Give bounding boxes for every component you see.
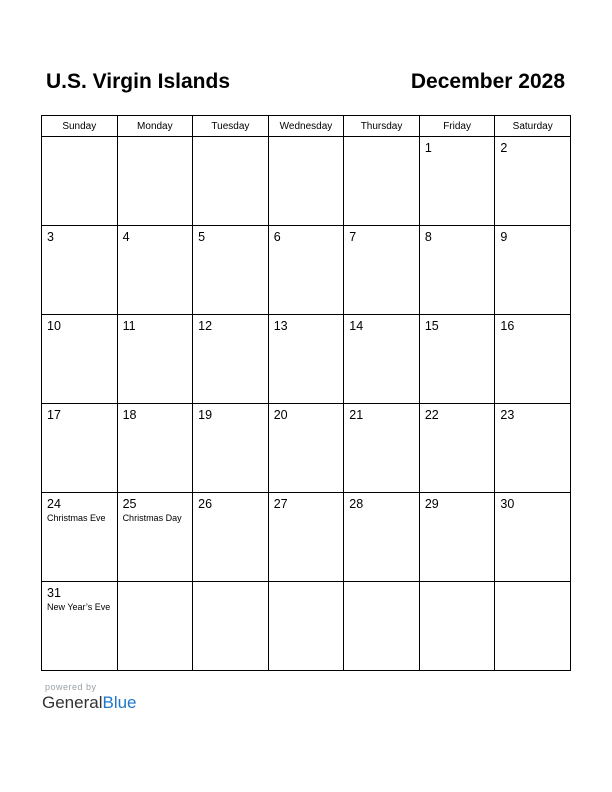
empty-day-cell bbox=[495, 582, 571, 671]
day-number: 4 bbox=[122, 230, 130, 244]
day-number: 8 bbox=[424, 230, 432, 244]
holiday-label: Christmas Eve bbox=[47, 513, 106, 523]
day-number: 12 bbox=[198, 319, 213, 333]
day-number: 7 bbox=[349, 230, 357, 244]
day-number: 28 bbox=[349, 497, 364, 511]
weekday-header-wednesday: Wednesday bbox=[268, 116, 344, 137]
empty-day-cell bbox=[344, 137, 420, 226]
empty-day-cell bbox=[117, 582, 193, 671]
day-cell bbox=[495, 315, 571, 404]
day-cell bbox=[495, 226, 571, 315]
day-cell bbox=[42, 493, 118, 582]
day-cell bbox=[495, 137, 571, 226]
day-cell bbox=[193, 493, 269, 582]
day-number: 22 bbox=[424, 408, 439, 422]
logo-blue-text: Blue bbox=[102, 693, 137, 712]
day-number: 5 bbox=[198, 230, 206, 244]
day-cell bbox=[344, 226, 420, 315]
weekday-header-tuesday: Tuesday bbox=[193, 116, 269, 137]
day-number: 10 bbox=[47, 319, 61, 333]
empty-day-cell bbox=[268, 137, 344, 226]
day-cell bbox=[268, 493, 344, 582]
day-cell bbox=[268, 226, 344, 315]
day-cell bbox=[193, 315, 269, 404]
calendar-week-row bbox=[42, 582, 571, 671]
holiday-label: New Year’s Eve bbox=[47, 602, 111, 612]
day-number: 2 bbox=[500, 141, 508, 155]
empty-day-cell bbox=[268, 582, 344, 671]
day-number: 30 bbox=[500, 497, 515, 511]
day-number: 1 bbox=[424, 141, 432, 155]
day-cell bbox=[344, 315, 420, 404]
day-number: 31 bbox=[47, 586, 61, 600]
month-year-title: December 2028 bbox=[410, 70, 565, 93]
day-cell bbox=[419, 226, 495, 315]
day-cell bbox=[193, 226, 269, 315]
day-number: 29 bbox=[424, 497, 439, 511]
day-cell bbox=[419, 404, 495, 493]
day-number: 14 bbox=[349, 319, 364, 333]
day-cell bbox=[42, 582, 118, 671]
calendar-week-row bbox=[42, 226, 571, 315]
logo-general-text: General bbox=[42, 693, 103, 712]
day-number: 11 bbox=[122, 319, 136, 333]
day-number: 3 bbox=[47, 230, 54, 244]
weekday-header-thursday: Thursday bbox=[344, 116, 420, 137]
empty-day-cell bbox=[193, 137, 269, 226]
day-number: 19 bbox=[198, 408, 213, 422]
day-cell bbox=[117, 315, 193, 404]
calendar-week-row bbox=[42, 137, 571, 226]
day-number: 21 bbox=[349, 408, 364, 422]
day-cell bbox=[419, 137, 495, 226]
weekday-header-friday: Friday bbox=[419, 116, 495, 137]
calendar-week-row bbox=[42, 493, 571, 582]
day-number: 26 bbox=[198, 497, 213, 511]
day-cell bbox=[42, 226, 118, 315]
powered-by-text: powered by bbox=[45, 682, 97, 692]
day-cell bbox=[117, 493, 193, 582]
day-number: 15 bbox=[424, 319, 439, 333]
calendar-grid bbox=[41, 115, 571, 671]
holiday-label: Christmas Day bbox=[122, 513, 182, 523]
empty-day-cell bbox=[344, 582, 420, 671]
day-cell bbox=[495, 404, 571, 493]
day-number: 16 bbox=[500, 319, 515, 333]
weekday-header-row bbox=[42, 116, 571, 137]
day-cell bbox=[42, 315, 118, 404]
day-number: 6 bbox=[273, 230, 281, 244]
empty-day-cell bbox=[117, 137, 193, 226]
region-title: U.S. Virgin Islands bbox=[46, 70, 230, 93]
calendar-week-row bbox=[42, 315, 571, 404]
day-cell bbox=[193, 404, 269, 493]
day-cell bbox=[268, 315, 344, 404]
calendar-week-row bbox=[42, 404, 571, 493]
day-cell bbox=[42, 404, 118, 493]
empty-day-cell bbox=[419, 582, 495, 671]
day-number: 18 bbox=[122, 408, 137, 422]
day-number: 24 bbox=[47, 497, 61, 511]
day-cell bbox=[419, 315, 495, 404]
weekday-header-saturday: Saturday bbox=[495, 116, 571, 137]
day-cell bbox=[419, 493, 495, 582]
day-cell bbox=[268, 404, 344, 493]
day-cell bbox=[117, 404, 193, 493]
generalblue-logo bbox=[42, 693, 137, 713]
empty-day-cell bbox=[42, 137, 118, 226]
day-number: 20 bbox=[273, 408, 288, 422]
day-number: 25 bbox=[122, 497, 137, 511]
empty-day-cell bbox=[193, 582, 269, 671]
weekday-header-monday: Monday bbox=[117, 116, 193, 137]
day-number: 13 bbox=[273, 319, 288, 333]
day-cell bbox=[495, 493, 571, 582]
day-number: 9 bbox=[500, 230, 508, 244]
day-cell bbox=[344, 404, 420, 493]
day-number: 17 bbox=[47, 408, 61, 422]
day-cell bbox=[117, 226, 193, 315]
day-number: 23 bbox=[500, 408, 515, 422]
weekday-header-sunday: Sunday bbox=[42, 116, 118, 137]
day-number: 27 bbox=[273, 497, 288, 511]
day-cell bbox=[344, 493, 420, 582]
